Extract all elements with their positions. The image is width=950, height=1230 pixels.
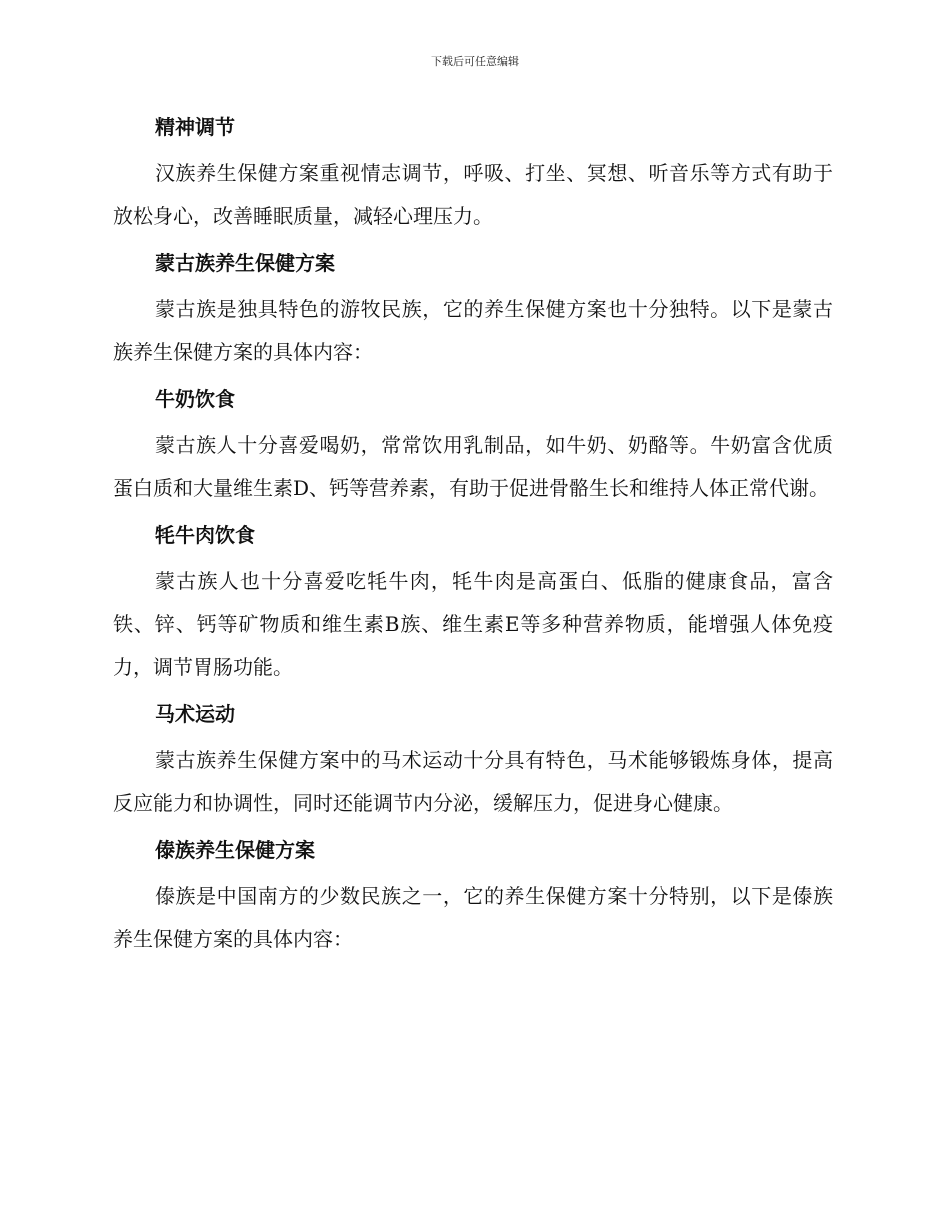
section-paragraph-mongolian-plan: 蒙古族是独具特色的游牧民族，它的养生保健方案也十分独特。以下是蒙古族养生保健方案的具体内容： — [113, 297, 833, 364]
document-body — [113, 110, 833, 961]
section-paragraph-milk-diet: 蒙古族人十分喜爱喝奶，常常饮用乳制品，如牛奶、奶酪等。牛奶富含优质蛋白质和大量维生素D、钙等营养素，有助于促进骨骼生长和维持人体正常代谢。 — [113, 433, 833, 500]
section-paragraph-yak-meat-diet: 蒙古族人也十分喜爱吃牦牛肉，牦牛肉是高蛋白、低脂的健康食品，富含铁、锌、钙等矿物质和维生素B族、维生素E等多种营养物质，能增强人体免疫力，调节胃肠功能。 — [113, 569, 833, 679]
header-note: 下载后可任意编辑 — [431, 55, 519, 68]
section-paragraph-dai-plan: 傣族是中国南方的少数民族之一，它的养生保健方案十分特别，以下是傣族养生保健方案的具体内容： — [113, 884, 833, 951]
section-heading-dai-plan: 傣族养生保健方案 — [155, 838, 315, 862]
section-heading-yak-meat-diet: 牦牛肉饮食 — [155, 523, 255, 547]
section-paragraph-mental-regulation: 汉族养生保健方案重视情志调节，呼吸、打坐、冥想、听音乐等方式有助于放松身心，改善睡眠质量，减轻心理压力。 — [113, 161, 833, 228]
section-heading-equestrian: 马术运动 — [155, 702, 235, 726]
section-heading-mental-regulation: 精神调节 — [155, 115, 235, 139]
section-paragraph-equestrian: 蒙古族养生保健方案中的马术运动十分具有特色，马术能够锻炼身体，提高反应能力和协调性，同时还能调节内分泌，缓解压力，促进身心健康。 — [113, 748, 833, 815]
section-heading-milk-diet: 牛奶饮食 — [155, 387, 235, 411]
section-heading-mongolian-plan: 蒙古族养生保健方案 — [155, 251, 335, 275]
